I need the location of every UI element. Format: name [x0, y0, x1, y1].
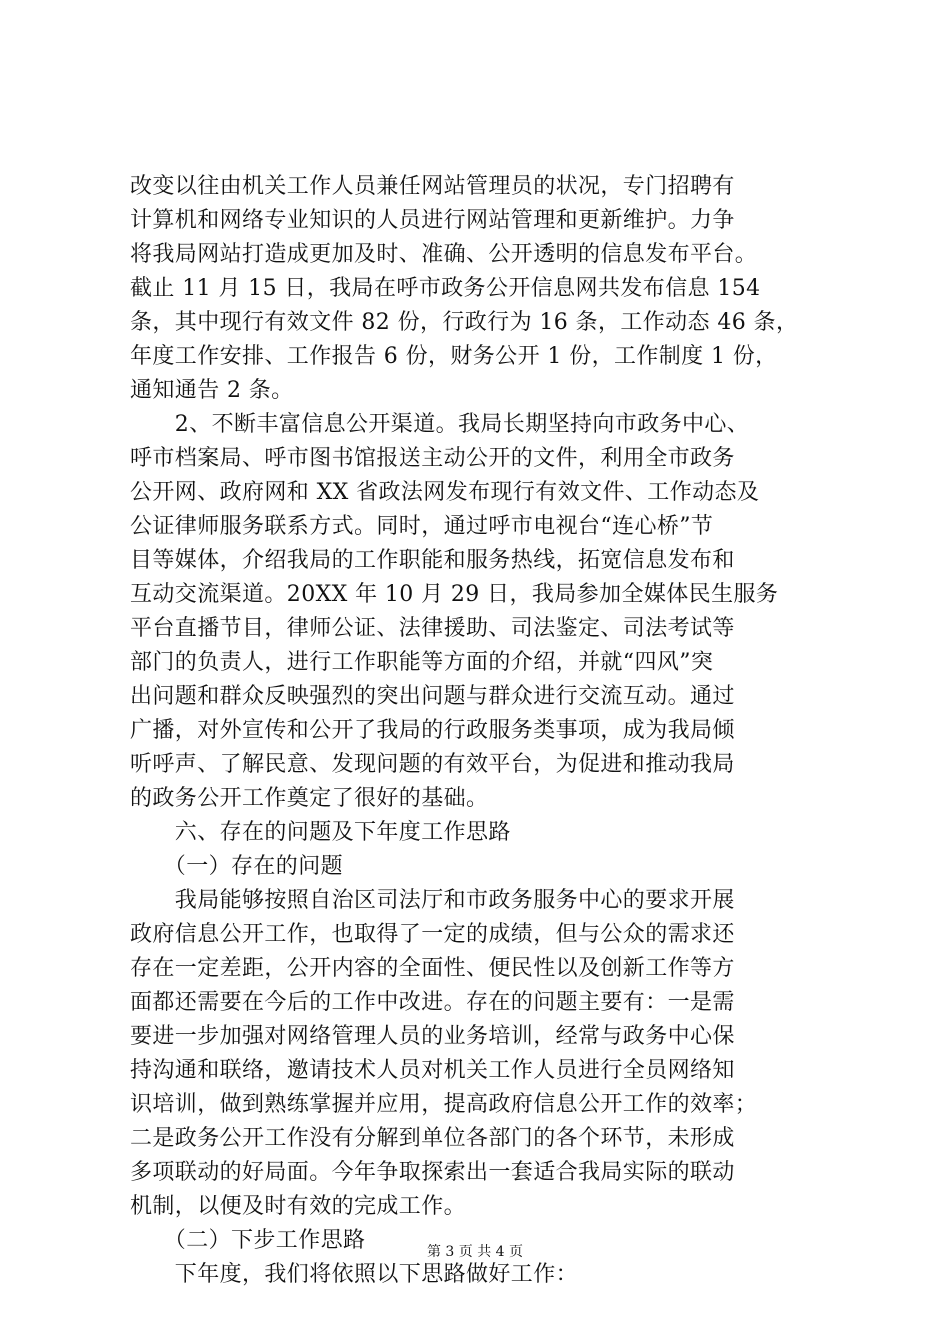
text-line: 计算机和网络专业知识的人员进行网站管理和更新维护。力争: [130, 208, 735, 233]
text-line: 六、存在的问题及下年度工作思路: [130, 820, 511, 845]
text-line: 持沟通和联络，邀请技术人员对机关工作人员进行全员网络知: [130, 1058, 735, 1083]
text-line: 将我局网站打造成更加及时、准确、公开透明的信息发布平台。: [130, 242, 758, 267]
text-line: 广播，对外宣传和公开了我局的行政服务类事项，成为我局倾: [130, 718, 735, 743]
document-body: [130, 170, 830, 1292]
text-line: 平台直播节目，律师公证、法律援助、司法鉴定、司法考试等: [130, 616, 735, 641]
text-line: 下年度，我们将依照以下思路做好工作：: [130, 1262, 579, 1287]
text-line: 2、不断丰富信息公开渠道。我局长期坚持向市政务中心、: [130, 412, 750, 437]
text-line: 出问题和群众反映强烈的突出问题与群众进行交流互动。通过: [130, 684, 735, 709]
text-line: （一）存在的问题: [130, 854, 344, 879]
text-line: 多项联动的好局面。今年争取探索出一套适合我局实际的联动: [130, 1160, 735, 1185]
text-line: 条，其中现行有效文件 82 份，行政行为 16 条，工作动态 46 条，: [130, 310, 799, 335]
text-line: 的政务公开工作奠定了很好的基础。: [130, 786, 489, 811]
text-line: 截止 11 月 15 日，我局在呼市政务公开信息网共发布信息 154: [130, 276, 761, 301]
text-line: 呼市档案局、呼市图书馆报送主动公开的文件，利用全市政务: [130, 446, 735, 471]
text-line: 存在一定差距，公开内容的全面性、便民性以及创新工作等方: [130, 956, 735, 981]
text-line: 机制，以便及时有效的完成工作。: [130, 1194, 467, 1219]
text-line: 公证律师服务联系方式。同时，通过呼市电视台“连心桥”节: [130, 514, 714, 539]
text-line: 互动交流渠道。20XX 年 10 月 29 日，我局参加全媒体民生服务: [130, 582, 779, 607]
text-line: 我局能够按照自治区司法厅和市政务服务中心的要求开展: [130, 888, 735, 913]
text-line: 识培训，做到熟练掌握并应用，提高政府信息公开工作的效率；: [130, 1092, 758, 1117]
text-line: 要进一步加强对网络管理人员的业务培训，经常与政务中心保: [130, 1024, 735, 1049]
text-line: 政府信息公开工作，也取得了一定的成绩，但与公众的需求还: [130, 922, 735, 947]
text-line: 部门的负责人，进行工作职能等方面的介绍，并就“四风”突: [130, 650, 714, 675]
text-line: 目等媒体，介绍我局的工作职能和服务热线，拓宽信息发布和: [130, 548, 735, 573]
page-footer: 第 3 页 共 4 页: [426, 1244, 524, 1260]
text-line: 年度工作安排、工作报告 6 份，财务公开 1 份，工作制度 1 份，: [130, 344, 778, 369]
text-line: 公开网、政府网和 XX 省政法网发布现行有效文件、工作动态及: [130, 480, 760, 505]
text-line: （二）下步工作思路: [130, 1228, 366, 1253]
text-line: 通知通告 2 条。: [130, 378, 294, 403]
text-line: 听呼声、了解民意、发现问题的有效平台，为促进和推动我局: [130, 752, 735, 777]
text-line: 面都还需要在今后的工作中改进。存在的问题主要有：一是需: [130, 990, 735, 1015]
text-line: 二是政务公开工作没有分解到单位各部门的各个环节，未形成: [130, 1126, 735, 1151]
text-line: 改变以往由机关工作人员兼任网站管理员的状况，专门招聘有: [130, 174, 735, 199]
